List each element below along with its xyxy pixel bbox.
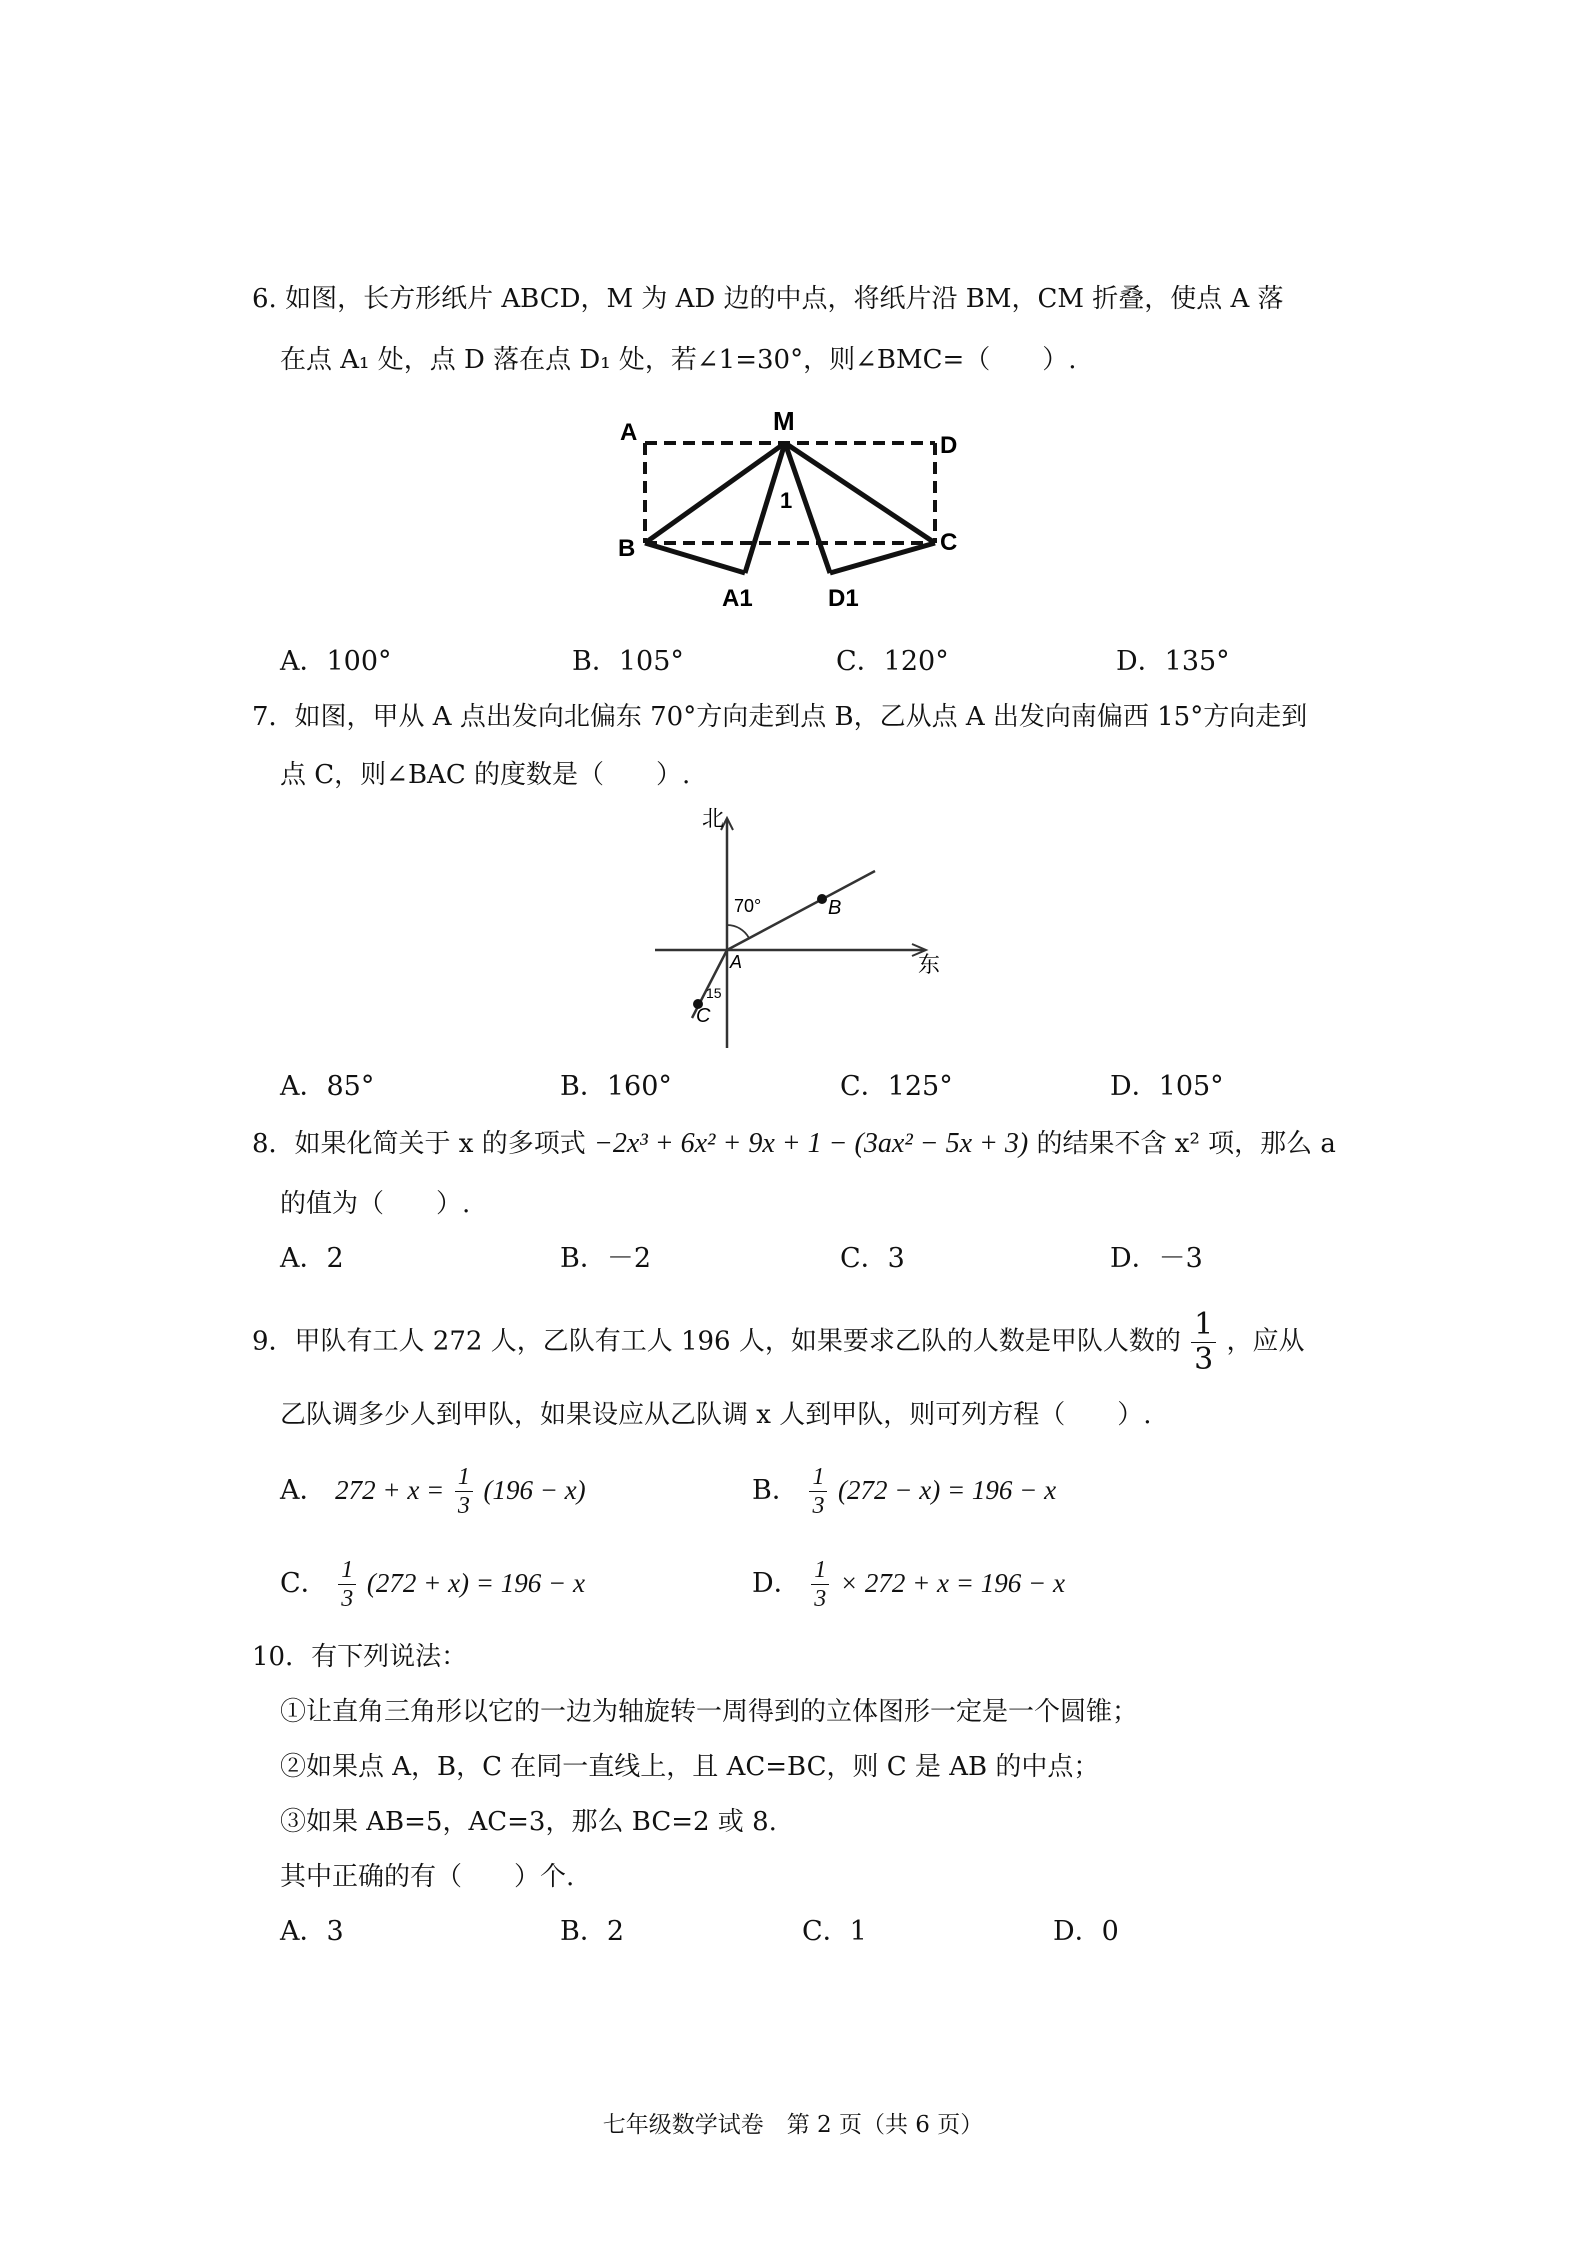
q9-option-c-post: (272 + x) = 196 − x xyxy=(366,1568,585,1598)
q9-option-d-num: 1 xyxy=(811,1558,829,1585)
q6-option-c: C．120° xyxy=(836,646,949,677)
q9-option-b-den: 3 xyxy=(812,1493,825,1519)
label-70-degrees: 70° xyxy=(734,896,762,916)
q9-option-c-fraction xyxy=(338,1558,356,1611)
label-A1: A1 xyxy=(722,585,753,612)
q9-option-d-post: × 272 + x = 196 − x xyxy=(839,1568,1065,1598)
q9-option-b-num: 1 xyxy=(809,1465,827,1492)
label-angle-1: 1 xyxy=(780,488,793,513)
q6-option-a: A．100° xyxy=(280,646,392,677)
q8-option-d: D．－3 xyxy=(1110,1243,1203,1274)
q9-fraction xyxy=(1191,1307,1216,1377)
q9-option-a-fraction xyxy=(455,1465,473,1518)
q9-option-a xyxy=(280,1460,586,1520)
q7-option-b: B．160° xyxy=(560,1071,672,1102)
label-15-degrees: 15 xyxy=(706,985,722,1001)
label-B: B xyxy=(618,535,636,562)
q9-frac-den: 3 xyxy=(1194,1342,1214,1377)
q10-option-a: A．3 xyxy=(280,1916,344,1947)
q8-option-c: C．3 xyxy=(840,1243,905,1274)
q10-option-d: D．0 xyxy=(1053,1916,1119,1947)
q9-option-a-num: 1 xyxy=(455,1465,473,1492)
q6-figure xyxy=(600,398,980,618)
q9-option-a-label: A． xyxy=(280,1475,327,1506)
q9-option-b-fraction xyxy=(809,1465,827,1518)
q9-option-d-den: 3 xyxy=(814,1586,827,1612)
q8-option-b: B．－2 xyxy=(560,1243,652,1274)
q8-line2: 的值为（ ）. xyxy=(280,1189,471,1219)
q9-option-d xyxy=(752,1553,1065,1613)
q8-prefix: 8．如果化简关于 x 的多项式 xyxy=(252,1129,586,1159)
q7-line1: 7．如图，甲从 A 点出发向北偏东 70°方向走到点 B，乙从点 A 出发向南偏西 15°方向走到 xyxy=(252,702,1308,732)
q9-prefix: 9．甲队有工人 272 人，乙队有工人 196 人，如果要求乙队的人数是甲队人数的 xyxy=(252,1326,1181,1357)
label-point-B: B xyxy=(828,897,842,919)
q9-option-a-post: (196 − x) xyxy=(483,1475,586,1505)
label-point-A: A xyxy=(730,952,743,972)
label-A: A xyxy=(620,419,638,446)
q6-option-d: D．135° xyxy=(1116,646,1230,677)
q10-question: 其中正确的有（ ）个. xyxy=(280,1862,575,1892)
q7-figure xyxy=(650,800,950,1060)
q7-option-a: A．85° xyxy=(280,1071,375,1102)
q9-option-c-label: C． xyxy=(280,1568,328,1599)
q8-option-a: A．2 xyxy=(280,1243,344,1274)
q9-option-c-den: 3 xyxy=(341,1586,354,1612)
q6-option-b: B．105° xyxy=(572,646,684,677)
q10-stem: 10．有下列说法： xyxy=(252,1642,468,1672)
q10-statement-3: ③如果 AB=5，AC=3，那么 BC=2 或 8. xyxy=(280,1807,777,1837)
label-C: C xyxy=(940,529,958,556)
q8-suffix: 的结果不含 x² 项，那么 a xyxy=(1036,1129,1336,1159)
label-M: M xyxy=(773,406,795,436)
q9-option-c-num: 1 xyxy=(338,1558,356,1585)
q9-option-a-den: 3 xyxy=(457,1493,470,1519)
q9-line1 xyxy=(252,1307,1305,1377)
q9-line2: 乙队调多少人到甲队，如果设应从乙队调 x 人到甲队，则可列方程（ ）. xyxy=(280,1400,1152,1430)
label-north: 北 xyxy=(702,806,725,831)
q6-line2: 在点 A₁ 处，点 D 落在点 D₁ 处，若∠1=30°，则∠BMC=（ ）. xyxy=(280,345,1077,375)
q8-line1 xyxy=(252,1127,1336,1161)
q9-option-c xyxy=(280,1553,585,1613)
q8-expression: −2x³ + 6x² + 9x + 1 − (3ax² − 5x + 3) xyxy=(594,1128,1029,1159)
label-east: 东 xyxy=(918,952,941,977)
q9-frac-num: 1 xyxy=(1191,1310,1216,1343)
q9-option-b-label: B． xyxy=(752,1475,799,1506)
q10-option-b: B．2 xyxy=(560,1916,625,1947)
label-D: D xyxy=(940,432,958,459)
q9-option-d-fraction xyxy=(811,1558,829,1611)
label-point-C: C xyxy=(696,1005,711,1027)
label-D1: D1 xyxy=(828,585,859,612)
q10-option-c: C．1 xyxy=(802,1916,867,1947)
page-footer: 七年级数学试卷 第 2 页（共 6 页） xyxy=(602,2112,984,2138)
q7-option-d: D．105° xyxy=(1110,1071,1224,1102)
q7-option-c: C．125° xyxy=(840,1071,953,1102)
q9-option-a-pre: 272 + x = xyxy=(335,1475,445,1505)
q6-line1: 6. 如图，长方形纸片 ABCD，M 为 AD 边的中点，将纸片沿 BM，CM 折叠，使点 A 落 xyxy=(252,284,1284,314)
q9-option-b-post: (272 − x) = 196 − x xyxy=(838,1475,1057,1505)
q9-option-b xyxy=(752,1460,1056,1520)
q10-statement-1: ①让直角三角形以它的一边为轴旋转一周得到的立体图形一定是一个圆锥； xyxy=(280,1697,1139,1727)
q7-line2: 点 C，则∠BAC 的度数是（ ）. xyxy=(280,760,691,790)
q9-suffix: ，应从 xyxy=(1226,1326,1305,1357)
q9-option-d-label: D． xyxy=(752,1568,801,1599)
q10-statement-2: ②如果点 A，B，C 在同一直线上，且 AC=BC，则 C 是 AB 的中点； xyxy=(280,1752,1100,1782)
